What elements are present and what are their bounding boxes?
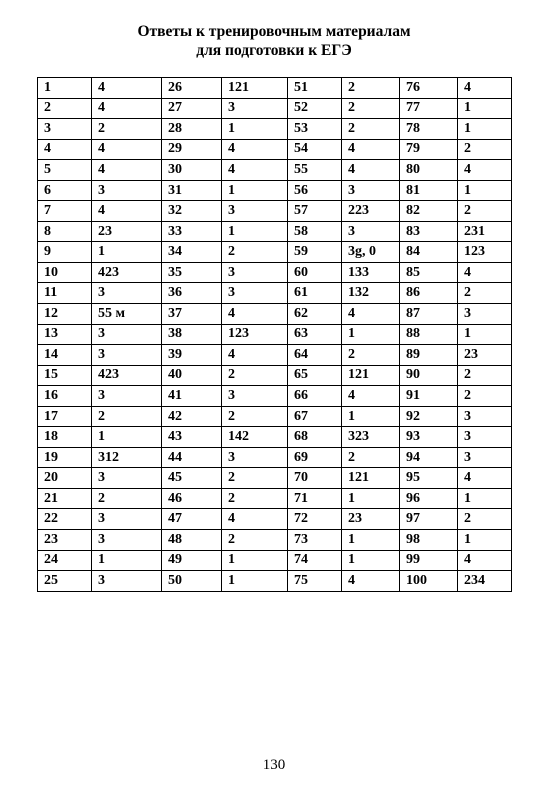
question-number-cell: 16 xyxy=(38,386,92,407)
question-number-cell: 62 xyxy=(288,304,342,325)
answer-cell: 4 xyxy=(92,201,162,222)
question-number-cell: 2 xyxy=(38,98,92,119)
table-row xyxy=(38,571,512,592)
question-number-cell: 93 xyxy=(400,427,458,448)
question-number-cell: 22 xyxy=(38,509,92,530)
question-number-cell: 37 xyxy=(162,304,222,325)
table-row xyxy=(38,78,512,99)
question-number-cell: 3 xyxy=(38,119,92,140)
answer-cell: 2 xyxy=(222,406,288,427)
question-number-cell: 40 xyxy=(162,365,222,386)
answer-cell: 1 xyxy=(222,119,288,140)
question-number-cell: 21 xyxy=(38,488,92,509)
answer-cell: 3 xyxy=(222,201,288,222)
question-number-cell: 32 xyxy=(162,201,222,222)
answer-cell: 3 xyxy=(92,571,162,592)
table-row xyxy=(38,119,512,140)
table-row xyxy=(38,509,512,530)
answer-cell: 2 xyxy=(92,119,162,140)
answer-cell: 2 xyxy=(342,119,400,140)
answer-cell: 123 xyxy=(222,324,288,345)
question-number-cell: 38 xyxy=(162,324,222,345)
question-number-cell: 13 xyxy=(38,324,92,345)
answer-cell: 2 xyxy=(342,345,400,366)
question-number-cell: 19 xyxy=(38,447,92,468)
page-number: 130 xyxy=(262,757,286,773)
answer-cell: 3 xyxy=(222,386,288,407)
question-number-cell: 60 xyxy=(288,262,342,283)
answer-cell: 3 xyxy=(222,447,288,468)
table-row xyxy=(38,530,512,551)
question-number-cell: 44 xyxy=(162,447,222,468)
answer-cell: 1 xyxy=(342,406,400,427)
answer-cell: 3g, 0 xyxy=(342,242,400,263)
answer-cell: 2 xyxy=(92,406,162,427)
question-number-cell: 92 xyxy=(400,406,458,427)
question-number-cell: 50 xyxy=(162,571,222,592)
question-number-cell: 42 xyxy=(162,406,222,427)
question-number-cell: 64 xyxy=(288,345,342,366)
question-number-cell: 18 xyxy=(38,427,92,448)
question-number-cell: 29 xyxy=(162,139,222,160)
answer-cell: 3 xyxy=(458,427,512,448)
answer-cell: 3 xyxy=(92,324,162,345)
question-number-cell: 52 xyxy=(288,98,342,119)
answer-cell: 231 xyxy=(458,221,512,242)
table-row xyxy=(38,488,512,509)
answer-cell: 3 xyxy=(222,98,288,119)
question-number-cell: 31 xyxy=(162,180,222,201)
question-number-cell: 94 xyxy=(400,447,458,468)
answer-cell: 1 xyxy=(342,488,400,509)
table-row xyxy=(38,242,512,263)
table-row xyxy=(38,304,512,325)
answer-cell: 2 xyxy=(458,201,512,222)
question-number-cell: 23 xyxy=(38,530,92,551)
table-row xyxy=(38,345,512,366)
table-row xyxy=(38,324,512,345)
answer-cell: 4 xyxy=(342,160,400,181)
answer-cell: 4 xyxy=(222,509,288,530)
table-row xyxy=(38,447,512,468)
table-row xyxy=(38,262,512,283)
question-number-cell: 33 xyxy=(162,221,222,242)
answer-cell: 1 xyxy=(92,550,162,571)
question-number-cell: 17 xyxy=(38,406,92,427)
answer-cell: 2 xyxy=(458,509,512,530)
answer-cell: 1 xyxy=(342,324,400,345)
answer-cell: 2 xyxy=(342,78,400,99)
question-number-cell: 4 xyxy=(38,139,92,160)
title-line-1: Ответы к тренировочным материалам xyxy=(137,23,411,40)
question-number-cell: 15 xyxy=(38,365,92,386)
answer-cell: 121 xyxy=(342,365,400,386)
table-row xyxy=(38,427,512,448)
answer-cell: 3 xyxy=(342,221,400,242)
answer-cell: 4 xyxy=(92,78,162,99)
table-row xyxy=(38,221,512,242)
answer-cell: 4 xyxy=(458,78,512,99)
question-number-cell: 28 xyxy=(162,119,222,140)
answer-cell: 23 xyxy=(458,345,512,366)
answer-cell: 312 xyxy=(92,447,162,468)
question-number-cell: 11 xyxy=(38,283,92,304)
question-number-cell: 67 xyxy=(288,406,342,427)
question-number-cell: 48 xyxy=(162,530,222,551)
question-number-cell: 100 xyxy=(400,571,458,592)
question-number-cell: 90 xyxy=(400,365,458,386)
answer-cell: 1 xyxy=(342,530,400,551)
answer-cell: 4 xyxy=(458,550,512,571)
question-number-cell: 41 xyxy=(162,386,222,407)
question-number-cell: 43 xyxy=(162,427,222,448)
question-number-cell: 6 xyxy=(38,180,92,201)
question-number-cell: 12 xyxy=(38,304,92,325)
answer-cell: 3 xyxy=(92,509,162,530)
question-number-cell: 89 xyxy=(400,345,458,366)
answer-cell: 1 xyxy=(92,427,162,448)
answer-cell: 2 xyxy=(458,365,512,386)
question-number-cell: 98 xyxy=(400,530,458,551)
question-number-cell: 10 xyxy=(38,262,92,283)
question-number-cell: 24 xyxy=(38,550,92,571)
table-row xyxy=(38,468,512,489)
answer-cell: 1 xyxy=(458,530,512,551)
title-line-2: для подготовки к ЕГЭ xyxy=(196,42,352,59)
question-number-cell: 83 xyxy=(400,221,458,242)
table-row xyxy=(38,283,512,304)
answer-cell: 23 xyxy=(342,509,400,530)
question-number-cell: 59 xyxy=(288,242,342,263)
table-row xyxy=(38,550,512,571)
question-number-cell: 36 xyxy=(162,283,222,304)
question-number-cell: 81 xyxy=(400,180,458,201)
question-number-cell: 30 xyxy=(162,160,222,181)
question-number-cell: 68 xyxy=(288,427,342,448)
question-number-cell: 63 xyxy=(288,324,342,345)
question-number-cell: 91 xyxy=(400,386,458,407)
answer-cell: 3 xyxy=(92,386,162,407)
question-number-cell: 71 xyxy=(288,488,342,509)
answer-cell: 1 xyxy=(342,550,400,571)
answer-cell: 3 xyxy=(92,468,162,489)
answer-cell: 4 xyxy=(458,160,512,181)
question-number-cell: 20 xyxy=(38,468,92,489)
answer-cell: 55 м xyxy=(92,304,162,325)
question-number-cell: 65 xyxy=(288,365,342,386)
answer-cell: 323 xyxy=(342,427,400,448)
table-row xyxy=(38,139,512,160)
answer-cell: 2 xyxy=(458,283,512,304)
table-row xyxy=(38,201,512,222)
question-number-cell: 55 xyxy=(288,160,342,181)
question-number-cell: 86 xyxy=(400,283,458,304)
answer-cell: 2 xyxy=(222,488,288,509)
question-number-cell: 85 xyxy=(400,262,458,283)
answer-cell: 4 xyxy=(92,139,162,160)
question-number-cell: 79 xyxy=(400,139,458,160)
answer-cell: 3 xyxy=(92,180,162,201)
question-number-cell: 87 xyxy=(400,304,458,325)
table-row xyxy=(38,180,512,201)
answer-cell: 4 xyxy=(222,304,288,325)
answer-cell: 1 xyxy=(222,571,288,592)
answer-cell: 223 xyxy=(342,201,400,222)
question-number-cell: 45 xyxy=(162,468,222,489)
answer-cell: 1 xyxy=(222,180,288,201)
question-number-cell: 39 xyxy=(162,345,222,366)
answer-cell: 4 xyxy=(458,468,512,489)
answer-cell: 4 xyxy=(92,98,162,119)
question-number-cell: 58 xyxy=(288,221,342,242)
answer-cell: 4 xyxy=(342,139,400,160)
answers-table xyxy=(37,77,512,592)
answer-cell: 3 xyxy=(222,262,288,283)
answer-cell: 3 xyxy=(342,180,400,201)
answer-cell: 121 xyxy=(222,78,288,99)
answer-cell: 1 xyxy=(92,242,162,263)
question-number-cell: 8 xyxy=(38,221,92,242)
question-number-cell: 69 xyxy=(288,447,342,468)
question-number-cell: 61 xyxy=(288,283,342,304)
question-number-cell: 25 xyxy=(38,571,92,592)
table-row xyxy=(38,406,512,427)
answer-cell: 2 xyxy=(222,365,288,386)
table-row xyxy=(38,386,512,407)
answer-cell: 133 xyxy=(342,262,400,283)
answer-cell: 2 xyxy=(458,139,512,160)
answer-cell: 3 xyxy=(92,530,162,551)
answer-cell: 234 xyxy=(458,571,512,592)
answer-cell: 4 xyxy=(458,262,512,283)
question-number-cell: 5 xyxy=(38,160,92,181)
question-number-cell: 7 xyxy=(38,201,92,222)
question-number-cell: 57 xyxy=(288,201,342,222)
answer-cell: 2 xyxy=(342,447,400,468)
answer-cell: 423 xyxy=(92,365,162,386)
answer-cell: 4 xyxy=(222,345,288,366)
answer-cell: 121 xyxy=(342,468,400,489)
answer-cell: 2 xyxy=(458,386,512,407)
answer-cell: 132 xyxy=(342,283,400,304)
question-number-cell: 49 xyxy=(162,550,222,571)
answers-table-body xyxy=(38,78,512,592)
question-number-cell: 51 xyxy=(288,78,342,99)
question-number-cell: 70 xyxy=(288,468,342,489)
question-number-cell: 27 xyxy=(162,98,222,119)
question-number-cell: 46 xyxy=(162,488,222,509)
answer-cell: 4 xyxy=(342,304,400,325)
answer-cell: 4 xyxy=(92,160,162,181)
answer-cell: 3 xyxy=(92,345,162,366)
answer-cell: 4 xyxy=(342,386,400,407)
question-number-cell: 82 xyxy=(400,201,458,222)
table-row xyxy=(38,160,512,181)
answer-cell: 4 xyxy=(222,139,288,160)
question-number-cell: 99 xyxy=(400,550,458,571)
answer-cell: 1 xyxy=(458,324,512,345)
answer-cell: 3 xyxy=(458,304,512,325)
answer-cell: 4 xyxy=(342,571,400,592)
question-number-cell: 88 xyxy=(400,324,458,345)
question-number-cell: 74 xyxy=(288,550,342,571)
table-row xyxy=(38,98,512,119)
answer-cell: 1 xyxy=(458,488,512,509)
table-row xyxy=(38,365,512,386)
answer-cell: 4 xyxy=(222,160,288,181)
answer-cell: 2 xyxy=(342,98,400,119)
question-number-cell: 97 xyxy=(400,509,458,530)
question-number-cell: 9 xyxy=(38,242,92,263)
question-number-cell: 47 xyxy=(162,509,222,530)
question-number-cell: 72 xyxy=(288,509,342,530)
question-number-cell: 66 xyxy=(288,386,342,407)
answer-cell: 1 xyxy=(222,221,288,242)
answer-cell: 2 xyxy=(222,242,288,263)
question-number-cell: 14 xyxy=(38,345,92,366)
question-number-cell: 84 xyxy=(400,242,458,263)
question-number-cell: 73 xyxy=(288,530,342,551)
question-number-cell: 1 xyxy=(38,78,92,99)
answer-cell: 3 xyxy=(458,447,512,468)
answer-cell: 3 xyxy=(222,283,288,304)
question-number-cell: 56 xyxy=(288,180,342,201)
answer-cell: 3 xyxy=(92,283,162,304)
question-number-cell: 75 xyxy=(288,571,342,592)
answer-cell: 2 xyxy=(92,488,162,509)
question-number-cell: 34 xyxy=(162,242,222,263)
question-number-cell: 76 xyxy=(400,78,458,99)
question-number-cell: 77 xyxy=(400,98,458,119)
answer-cell: 142 xyxy=(222,427,288,448)
answer-cell: 1 xyxy=(458,180,512,201)
question-number-cell: 78 xyxy=(400,119,458,140)
answer-cell: 2 xyxy=(222,468,288,489)
question-number-cell: 35 xyxy=(162,262,222,283)
answer-cell: 3 xyxy=(458,406,512,427)
question-number-cell: 80 xyxy=(400,160,458,181)
answer-cell: 1 xyxy=(458,119,512,140)
answer-cell: 2 xyxy=(222,530,288,551)
question-number-cell: 53 xyxy=(288,119,342,140)
answer-cell: 423 xyxy=(92,262,162,283)
answer-cell: 1 xyxy=(458,98,512,119)
question-number-cell: 54 xyxy=(288,139,342,160)
question-number-cell: 26 xyxy=(162,78,222,99)
page-title xyxy=(0,22,548,60)
answer-cell: 23 xyxy=(92,221,162,242)
question-number-cell: 95 xyxy=(400,468,458,489)
question-number-cell: 96 xyxy=(400,488,458,509)
answer-cell: 123 xyxy=(458,242,512,263)
answer-cell: 1 xyxy=(222,550,288,571)
